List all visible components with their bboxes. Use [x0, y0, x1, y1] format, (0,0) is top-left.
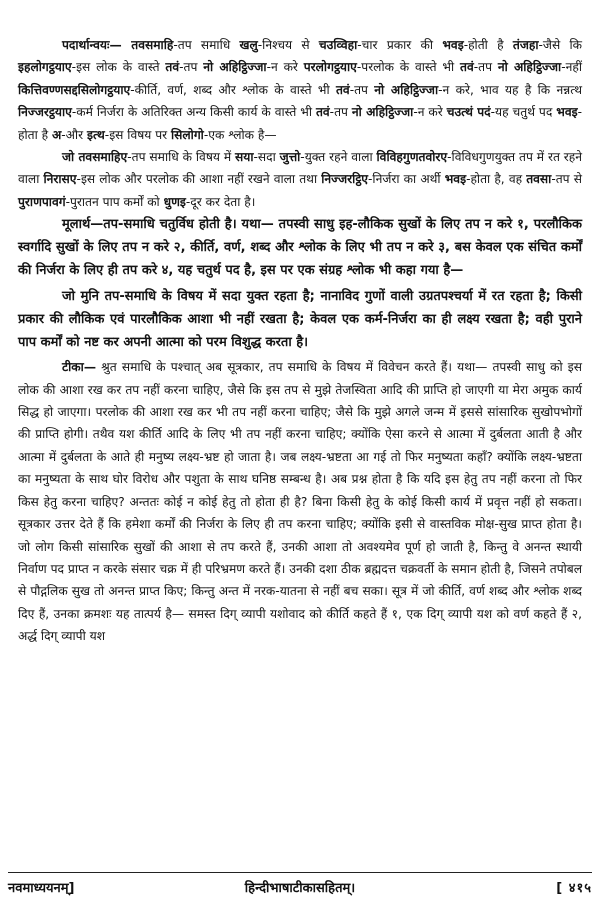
prakrit-term: निज्जरट्ठयाए: [18, 105, 72, 120]
hindi-gloss: -तप समाधि: [173, 38, 240, 52]
prakrit-term: तवं: [165, 60, 180, 75]
page-body: [18, 34, 582, 648]
hindi-gloss: -तप: [349, 82, 375, 97]
prakrit-term: अ: [51, 127, 62, 142]
hindi-gloss: -निर्जरा का अर्थी: [368, 172, 445, 187]
tika-text: श्रुत समाधि के पश्चात् अब सूत्रकार, तप समाधि के विषय में विवेचन करते हैं। यथा— तपस्वी साधु को इस लोक की आशा रख कर तप नहीं करना चाहिए, जैसे कि इस तप से मुझे तेजस्विता आदि की प्राप्ति हो जाएगी या मेरा अमुक कार्य सिद्ध हो जाएगा। परलोक की आशा रख कर भी तप नहीं करना चाहिए; जैसे कि मुझे अगले जन्म में इससे सांसारिक सुखोपभोगों की प्राप्ति होगी। तथैव यश कीर्ति आदि के लिए भी तप नहीं करना चाहिए; क्योंकि ऐसा करने से आत्मा में दुर्बलता आती है और आत्मा में दुर्बलता के आते ही मनुष्य लक्ष्य-भ्रष्ट हो जाता है। जब लक्ष्य-भ्रष्टता आ गई तो फिर मनुष्यता कहाँ? क्योंकि लक्ष्य-भ्रष्टता का मनुष्यता के साथ घोर विरोध और पशुता के साथ घनिष्ठ सम्बन्ध है। अब प्रश्न होता है कि यदि इस हेतु तप नहीं करना तो फिर किस हेतु करना चाहिए? अन्ततः कोई न कोई हेतु तो होता ही है? बिना किसी हेतु के कोई किसी कार्य में प्रवृत्त नहीं हो सकता। सूत्रकार उत्तर देते हैं कि हमेशा कर्मों की निर्जरा के लिए ही तप करना चाहिए; क्योंकि इसी से वास्तविक मोक्ष-सुख प्राप्त होता है। जो लोग किसी सांसारिक सुखों की आशा से तप करते हैं, उनकी आशा तो अवश्यमेव पूर्ण हो जाती है, किन्तु वे अनन्त स्थायी निर्वाण पद प्राप्त न करके संसार चक्र में ही परिभ्रमण करते हैं। उनकी दशा ठीक ब्रह्मदत्त चक्रवर्ती के समान होती है, जिसने तपोबल से पौद्गलिक सुख तो अनन्त प्राप्त किए; किन्तु अन्त में नरक-यातना से नहीं बच सका। सूत्र में जो कीर्ति, वर्ण शब्द और श्लोक शब्द दिए हैं, उनका क्रमशः यह तात्पर्य है— समस्त दिग् व्यापी यशोवाद को कीर्ति कहते हैं १, एक दिग् व्यापी यश को वर्ण कहते हैं २, अर्द्ध दिग् व्यापी यश: [18, 360, 582, 644]
prakrit-term: निज्जरट्ठिए: [321, 172, 369, 187]
hindi-gloss: -तप समाधि के विषय में: [127, 150, 236, 165]
prakrit-term: तवसमाहि: [121, 38, 174, 52]
hindi-gloss: -दूर कर देता है।: [185, 194, 256, 209]
prakrit-term: चउव्विहा: [318, 38, 358, 52]
prakrit-term: पुराणपावगं: [18, 194, 66, 209]
prakrit-term: भवइ: [556, 105, 578, 120]
prakrit-term: इत्थ: [87, 127, 105, 142]
hindi-gloss: -विविधगुणयुक्त तप में रत रहने वाला: [18, 150, 583, 187]
prakrit-term: जुत्तो: [279, 150, 301, 165]
footer-book-title: हिन्दीभाषाटीकासहितम्।: [244, 881, 356, 896]
prakrit-term: नो अहिट्ठिज्जा: [351, 105, 414, 120]
footer-chapter: नवमाध्ययनम्]: [8, 881, 75, 896]
prakrit-term: भवइ: [442, 38, 464, 52]
hindi-gloss: -एक श्लोक है—: [203, 127, 277, 142]
prakrit-term: परलोगट्ठयाए: [303, 60, 357, 75]
tika-label: टीका—: [62, 360, 97, 375]
hindi-gloss: -होती है: [463, 38, 513, 52]
prakrit-term: तवं: [460, 60, 474, 75]
prakrit-term: सया: [235, 150, 254, 165]
hindi-gloss: -तप: [179, 60, 204, 75]
hindi-gloss: -कर्म निर्जरा के अतिरिक्त अन्य किसी कार्य के वास्ते भी: [71, 105, 316, 120]
mularth-label: मूलार्थ—: [62, 217, 104, 233]
hindi-gloss: -तप से: [551, 172, 582, 187]
padarthanvaya-label: पदार्थान्वयः—: [62, 38, 122, 52]
hindi-gloss: -चार प्रकार की: [357, 38, 443, 52]
prakrit-term: नो अहिट्ठिज्जा: [374, 82, 439, 97]
prakrit-term: भवइ: [444, 172, 467, 187]
prakrit-term: नो अहिट्ठिज्जा: [497, 60, 562, 75]
prakrit-term: धुणइ: [163, 194, 186, 209]
prakrit-term: तवं: [335, 82, 350, 97]
verse-meaning-paragraph: [18, 285, 582, 354]
prakrit-term: तवसा: [526, 172, 552, 187]
hindi-gloss: -होता है, वह: [466, 172, 527, 187]
footer-divider: [8, 872, 592, 873]
hindi-gloss: -इस विषय पर: [104, 127, 171, 142]
mularth-text: तप-समाधि चतुर्विध होती है। यथा— तपस्वी साधु इह-लौकिक सुखों के लिए तप न करे १, परलौकिक स्वर्गादि सुखों के लिए तप न करे २, कीर्ति, वर्ण, शब्द और श्लोक के लिए भी तप न करे ३, बस केवल एक संचित कर्मों की निर्जरा के लिए ही तप करे ४, यह चतुर्थ पद है, इस पर एक संग्रह श्लोक भी कहा गया है—: [18, 217, 582, 279]
prakrit-term: खलु: [239, 38, 258, 52]
prakrit-term: तंजहा: [512, 38, 539, 52]
hindi-gloss: -जैसे कि: [538, 38, 582, 52]
hindi-gloss: -पुरातन पाप कर्मों को: [65, 194, 164, 209]
page-footer: [8, 878, 592, 896]
hindi-gloss: -तप: [473, 60, 498, 75]
verse-meaning-text: जो मुनि तप-समाधि के विषय में सदा युक्त रहता है; नानाविद गुणों वाली उग्रतपश्चर्या में रत रहता है; किसी प्रकार की लौकिक एवं पारलौकिक आशा भी नहीं रखता है; केवल एक कर्म-निर्जरा का ही लक्ष्य रखता है; वही पुराने पाप कर्मों को नष्ट कर अपनी आत्मा को परम विशुद्ध करता है।: [18, 289, 582, 351]
hindi-gloss: -तप: [329, 105, 352, 120]
prakrit-term: सिलोगो: [171, 127, 204, 142]
padarthanvaya-text: [18, 38, 582, 142]
hindi-gloss: -न करे: [413, 105, 447, 120]
prakrit-term: इहलोगट्ठयाए: [18, 60, 72, 75]
prakrit-term: नो अहिट्ठिज्जा: [203, 60, 267, 75]
hindi-gloss: -कीर्ति, वर्ण, शब्द और श्लोक के वास्ते भी: [130, 82, 336, 97]
tika-paragraph: [18, 356, 582, 647]
padarthanvaya-paragraph: [18, 34, 582, 146]
shloka-gloss-paragraph: [18, 146, 582, 213]
hindi-gloss: -सदा: [253, 150, 280, 165]
shloka-gloss-text: [18, 150, 582, 209]
prakrit-term: विविहगुणतवोरए: [376, 150, 448, 165]
hindi-gloss: -होता है: [18, 105, 582, 142]
hindi-gloss: -नहीं: [561, 60, 582, 75]
hindi-gloss: -न करे, भाव यह है कि नन्नत्थ: [438, 82, 582, 97]
prakrit-term: चउत्थं पदं: [446, 105, 491, 120]
hindi-gloss: -परलोक के वास्ते भी: [356, 60, 460, 75]
hindi-gloss: -यह चतुर्थ पद: [490, 105, 557, 120]
hindi-gloss: -और: [61, 127, 87, 142]
hindi-gloss: -न करे: [266, 60, 304, 75]
hindi-gloss: -युक्त रहने वाला: [300, 150, 377, 165]
prakrit-term: तवं: [315, 105, 330, 120]
hindi-gloss: -इस लोक और परलोक की आशा नहीं रखने वाला तथा: [76, 172, 322, 187]
mularth-paragraph: [18, 213, 582, 282]
prakrit-term: कित्तिवण्णसद्दसिलोगट्ठयाए: [18, 82, 131, 97]
page-number: [ ४१५: [556, 881, 592, 896]
prakrit-term: निरासए: [43, 172, 77, 187]
prakrit-term: जो तवसमाहिए: [62, 150, 128, 165]
hindi-gloss: -निश्चय से: [257, 38, 319, 52]
hindi-gloss: -इस लोक के वास्ते: [71, 60, 166, 75]
